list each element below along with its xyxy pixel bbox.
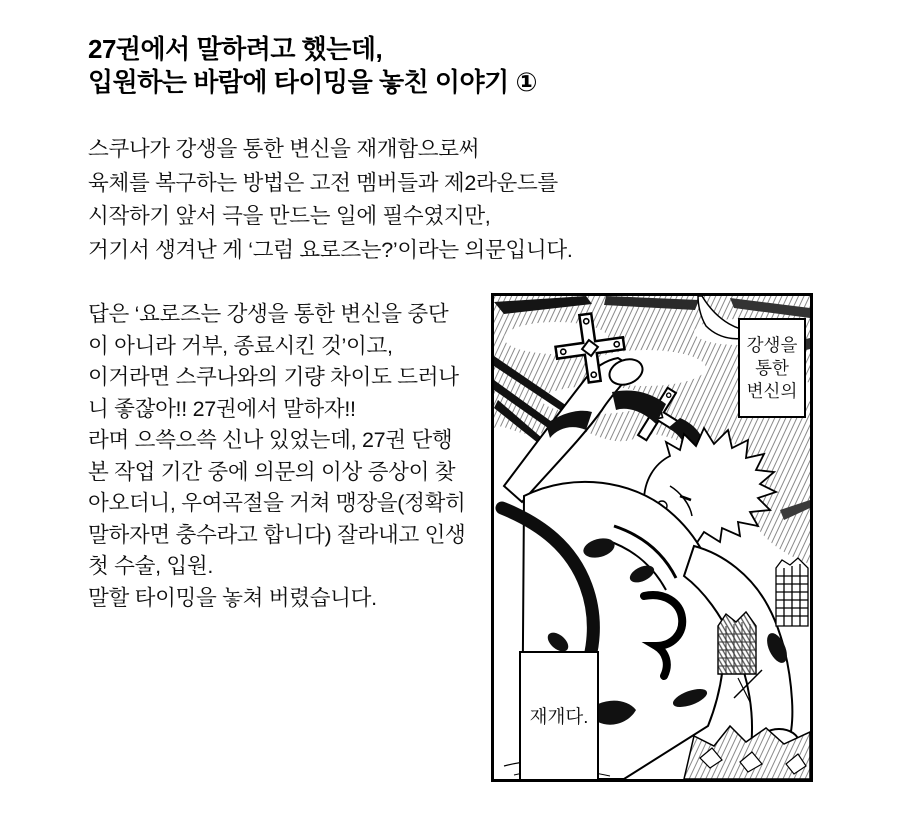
paragraph-2-line: 첫 수술, 입원. — [88, 554, 214, 578]
caption-top-line: 변신의 — [746, 380, 798, 401]
caption-top-line: 강생을 — [746, 334, 798, 355]
caption-box-bottom — [519, 651, 599, 779]
paragraph-2-line: 말하자면 충수라고 합니다) 잘라내고 인생 — [88, 522, 466, 547]
caption-bottom-text: 재개다. — [529, 706, 589, 727]
building-ruins — [776, 558, 808, 626]
title-line-2: 입원하는 바람에 타이밍을 놓친 이야기 ① — [88, 67, 537, 97]
paragraph-1-line: 육체를 복구하는 방법은 고전 멤버들과 제2라운드를 — [88, 170, 558, 195]
page-title — [88, 33, 537, 99]
paragraph-1 — [88, 133, 573, 267]
paragraph-2-line: 말할 타이밍을 놓쳐 버렸습니다. — [88, 585, 377, 610]
paragraph-2-line: 이 아니라 거부, 종료시킨 것’이고, — [88, 333, 393, 358]
building-ruins-2 — [718, 612, 756, 674]
paragraph-2-line: 라며 으쓱으쓱 신나 있었는데, 27권 단행 — [88, 428, 453, 452]
paragraph-2 — [88, 299, 466, 614]
paragraph-2-line: 답은 ‘요로즈는 강생을 통한 변신을 중단 — [88, 302, 449, 326]
paragraph-2-line: 본 작업 기간 중에 의문의 이상 증상이 찾 — [88, 459, 456, 484]
paragraph-1-line: 거기서 생겨난 게 ‘그럼 요로즈는?’이라는 의문입니다. — [88, 237, 573, 262]
paragraph-2-line: 이거라면 스쿠나와의 기량 차이도 드러나 — [88, 365, 459, 389]
manga-panel — [491, 293, 813, 782]
caption-box-top — [738, 318, 806, 418]
paragraph-2-line: 아오더니, 우여곡절을 거쳐 맹장을(정확히 — [88, 491, 466, 515]
paragraph-1-line: 시작하기 앞서 극을 만드는 일에 필수였지만, — [88, 204, 491, 228]
paragraph-2-line: 니 좋잖아!! 27권에서 말하자!! — [88, 396, 356, 421]
paragraph-1-line: 스쿠나가 강생을 통한 변신을 재개함으로써 — [88, 137, 480, 161]
caption-top-line: 통한 — [755, 357, 789, 378]
title-line-1: 27권에서 말하려고 했는데, — [88, 34, 383, 64]
